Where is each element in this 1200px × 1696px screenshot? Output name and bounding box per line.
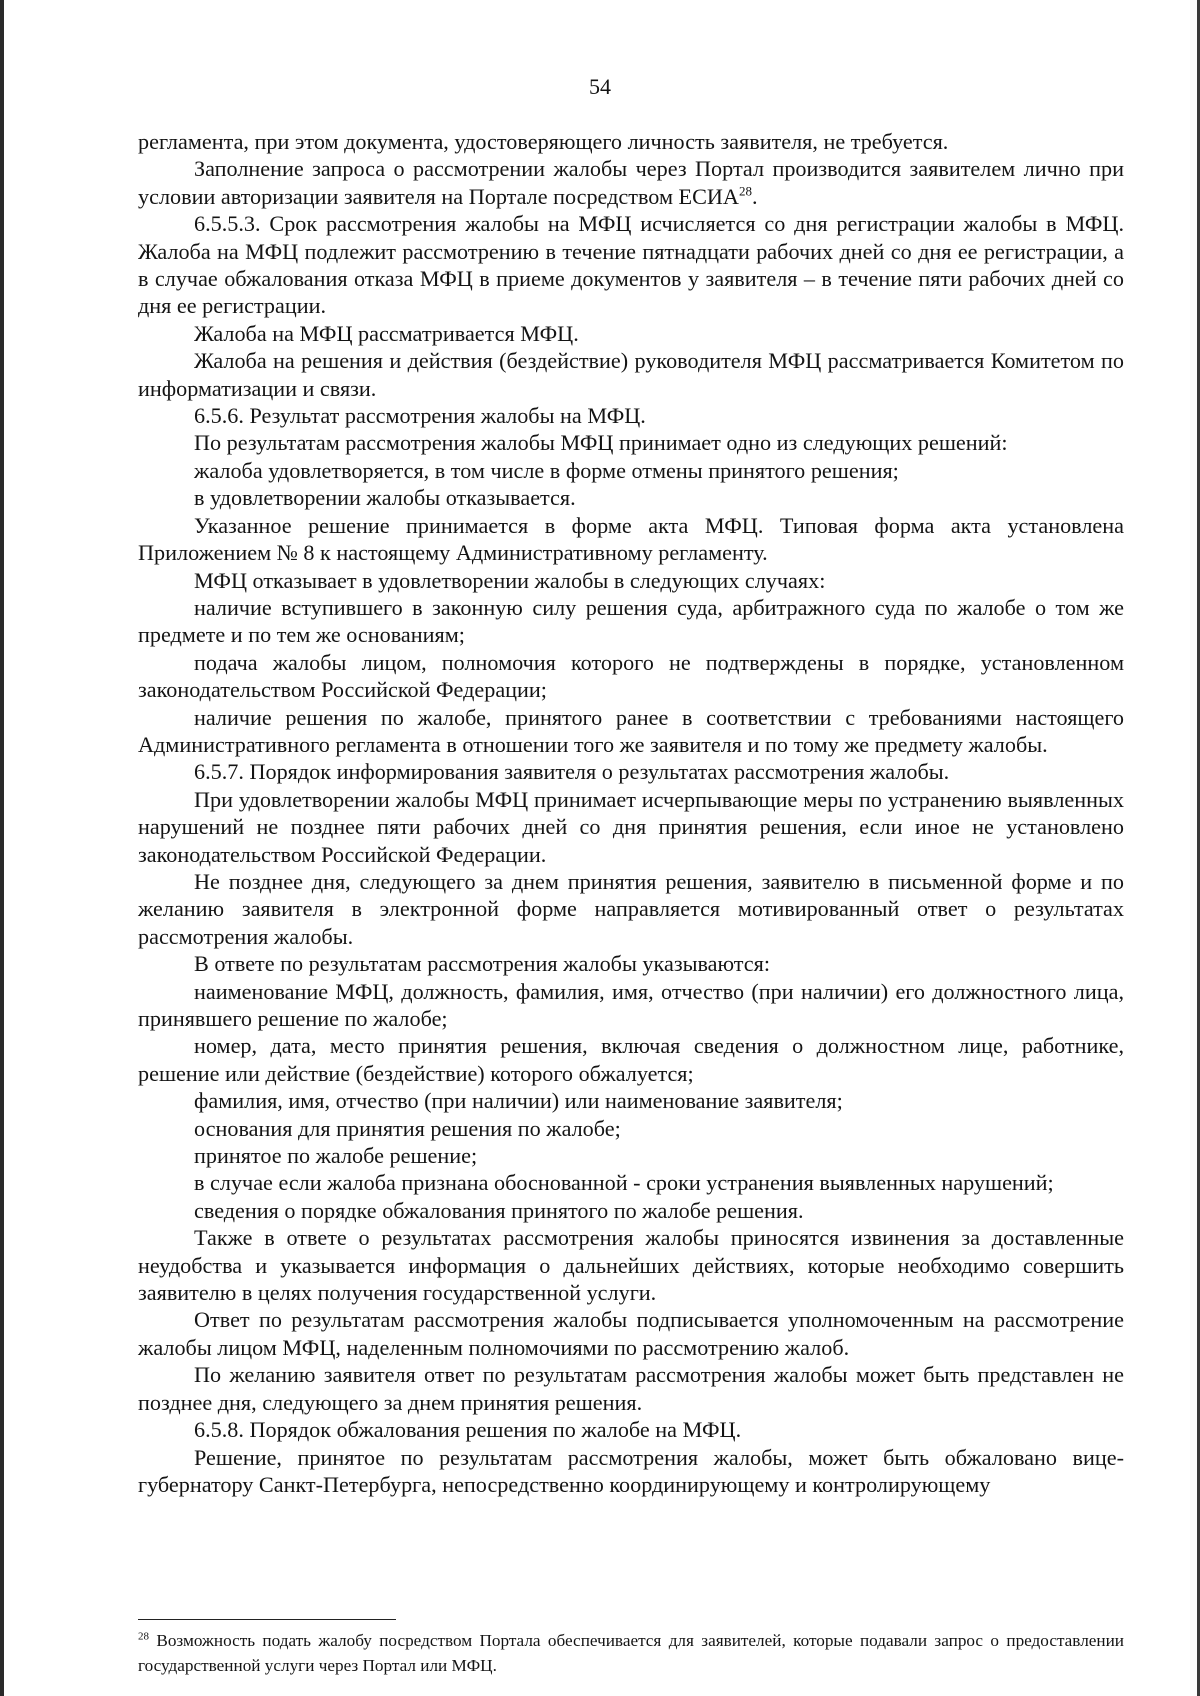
paragraph-text: 6.5.6. Результат рассмотрения жалобы на МФЦ. xyxy=(194,403,646,429)
paragraph-text: Заполнение запроса о рассмотрении жалобы через Портал производится заявителем лично при условии авторизации заявителя на Портале посредством ЕСИА xyxy=(138,156,1124,209)
footnote xyxy=(138,1628,1124,1678)
paragraph xyxy=(138,704,1124,759)
paragraph-text: 6.5.7. Порядок информирования заявителя о результатах рассмотрения жалобы. xyxy=(194,759,950,785)
paragraph xyxy=(138,128,1124,155)
paragraph-text: регламента, при этом документа, удостоверяющего личность заявителя, не требуется. xyxy=(138,129,949,154)
paragraph xyxy=(138,1197,1124,1224)
paragraph-text: Жалоба на МФЦ рассматривается МФЦ. xyxy=(194,320,579,346)
paragraph xyxy=(138,1032,1124,1087)
paragraph xyxy=(138,484,1124,511)
paragraph-text: номер, дата, место принятия решения, включая сведения о должностном лице, работнике, решение или действие (бездействие) которого обжалуется; xyxy=(138,1033,1124,1086)
paragraph xyxy=(138,155,1124,210)
paragraph-text: МФЦ отказывает в удовлетворении жалобы в следующих случаях: xyxy=(194,567,826,593)
paragraph xyxy=(138,1142,1124,1169)
footnote-reference: 28 xyxy=(738,183,752,199)
paragraph-text: наличие вступившего в законную силу решения суда, арбитражного суда по жалобе о том же предмете и по тем же основаниям; xyxy=(138,594,1124,648)
paragraph-text: сведения о порядке обжалования принятого по жалобе решения. xyxy=(194,1197,804,1223)
paragraph-text: наличие решения по жалобе, принятого ранее в соответствии с требованиями настоящего Административного регламента в отношении того же заявителя и по тому же предмету жалобы. xyxy=(138,704,1124,757)
footnote-text: Возможность подать жалобу посредством Портала обеспечивается для заявителей, которые подавали запрос о предоставлении государственной услуги через Портал или МФЦ. xyxy=(138,1631,1124,1675)
paragraph xyxy=(138,347,1124,402)
paragraph xyxy=(138,649,1124,704)
paragraph xyxy=(138,567,1124,594)
page-number: 54 xyxy=(589,74,611,99)
paragraph-text: в случае если жалоба признана обоснованной - сроки устранения выявленных нарушений; xyxy=(194,1170,1054,1196)
paragraph-text: жалоба удовлетворяется, в том числе в форме отмены принятого решения; xyxy=(194,457,899,483)
paragraph xyxy=(138,950,1124,977)
paragraph-text: фамилия, имя, отчество (при наличии) или наименование заявителя; xyxy=(194,1088,843,1114)
paragraph-text: 6.5.8. Порядок обжалования решения по жалобе на МФЦ. xyxy=(194,1417,742,1443)
paragraph xyxy=(138,1087,1124,1114)
paragraph xyxy=(138,1224,1124,1306)
paragraph xyxy=(138,594,1124,649)
footnote-marker: 28 xyxy=(138,1630,149,1643)
paragraph xyxy=(138,1306,1124,1361)
paragraph-text: В ответе по результатам рассмотрения жалобы указываются: xyxy=(194,951,770,977)
paragraph-text: Указанное решение принимается в форме акта МФЦ. Типовая форма акта установлена Приложением № 8 к настоящему Административному регламенту. xyxy=(138,512,1124,566)
paragraph xyxy=(138,1361,1124,1416)
paragraph xyxy=(138,978,1124,1033)
paragraph-text: наименование МФЦ, должность, фамилия, имя, отчество (при наличии) его должностного лица, принявшего решение по жалобе; xyxy=(138,978,1124,1031)
scan-border-left xyxy=(0,0,4,1696)
paragraph xyxy=(138,512,1124,567)
paragraph-text: подача жалобы лицом, полномочия которого не подтверждены в порядке, установленном законодательством Российской Федерации; xyxy=(138,649,1124,703)
paragraph xyxy=(138,1416,1124,1443)
paragraph xyxy=(138,320,1124,347)
document-body xyxy=(138,128,1124,1498)
paragraph-text: Не позднее дня, следующего за днем принятия решения, заявителю в письменной форме и по желанию заявителя в электронной форме направляется мотивированный ответ о результатах рассмотрения жалобы. xyxy=(138,868,1124,949)
paragraph-text: основания для принятия решения по жалобе; xyxy=(194,1115,621,1141)
paragraph-text: Жалоба на решения и действия (бездействие) руководителя МФЦ рассматривается Комитетом по информатизации и связи. xyxy=(138,348,1124,401)
paragraph-text: Решение, принятое по результатам рассмотрения жалобы, может быть обжаловано вице-губернатору Санкт-Петербурга, непосредственно координирующему и контролирующему xyxy=(138,1444,1124,1497)
paragraph xyxy=(138,1115,1124,1142)
paragraph-text: Также в ответе о результатах рассмотрения жалобы приносятся извинения за доставленные неудобства и указывается информация о дальнейших действиях, которые необходимо совершить заявителю в целях получения государственной услуги. xyxy=(138,1225,1124,1306)
paragraph-text: в удовлетворении жалобы отказывается. xyxy=(194,485,576,511)
paragraph xyxy=(138,786,1124,868)
paragraph xyxy=(138,868,1124,950)
paragraph xyxy=(138,210,1124,320)
paragraph-tail: . xyxy=(751,183,758,209)
footnote-separator xyxy=(138,1619,396,1620)
paragraph-text: принятое по жалобе решение; xyxy=(194,1143,478,1169)
paragraph-text: 6.5.5.3. Срок рассмотрения жалобы на МФЦ исчисляется со дня регистрации жалобы в МФЦ. Жалоба на МФЦ подлежит рассмотрению в течение пятнадцати рабочих дней со дня ее регистрации, а в случае обжалования отказа МФЦ в приеме документов у заявителя – в течение пяти рабочих дней со дня ее регистрации. xyxy=(138,211,1124,319)
paragraph-text: Ответ по результатам рассмотрения жалобы подписывается уполномоченным на рассмотрение жалобы лицом МФЦ, наделенным полномочиями по рассмотрению жалоб. xyxy=(138,1307,1124,1360)
paragraph xyxy=(138,758,1124,785)
paragraph xyxy=(138,429,1124,456)
paragraph-text: По результатам рассмотрения жалобы МФЦ принимает одно из следующих решений: xyxy=(194,430,1008,456)
paragraph-text: По желанию заявителя ответ по результатам рассмотрения жалобы может быть представлен не позднее дня, следующего за днем принятия решения. xyxy=(138,1362,1124,1415)
paragraph xyxy=(138,1444,1124,1499)
paragraph xyxy=(138,402,1124,429)
paragraph xyxy=(138,457,1124,484)
paragraph xyxy=(138,1169,1124,1196)
paragraph-text: При удовлетворении жалобы МФЦ принимает исчерпывающие меры по устранению выявленных нарушений не позднее пяти рабочих дней со дня принятия решения, если иное не установлено законодательством Российской Федерации. xyxy=(138,786,1124,867)
